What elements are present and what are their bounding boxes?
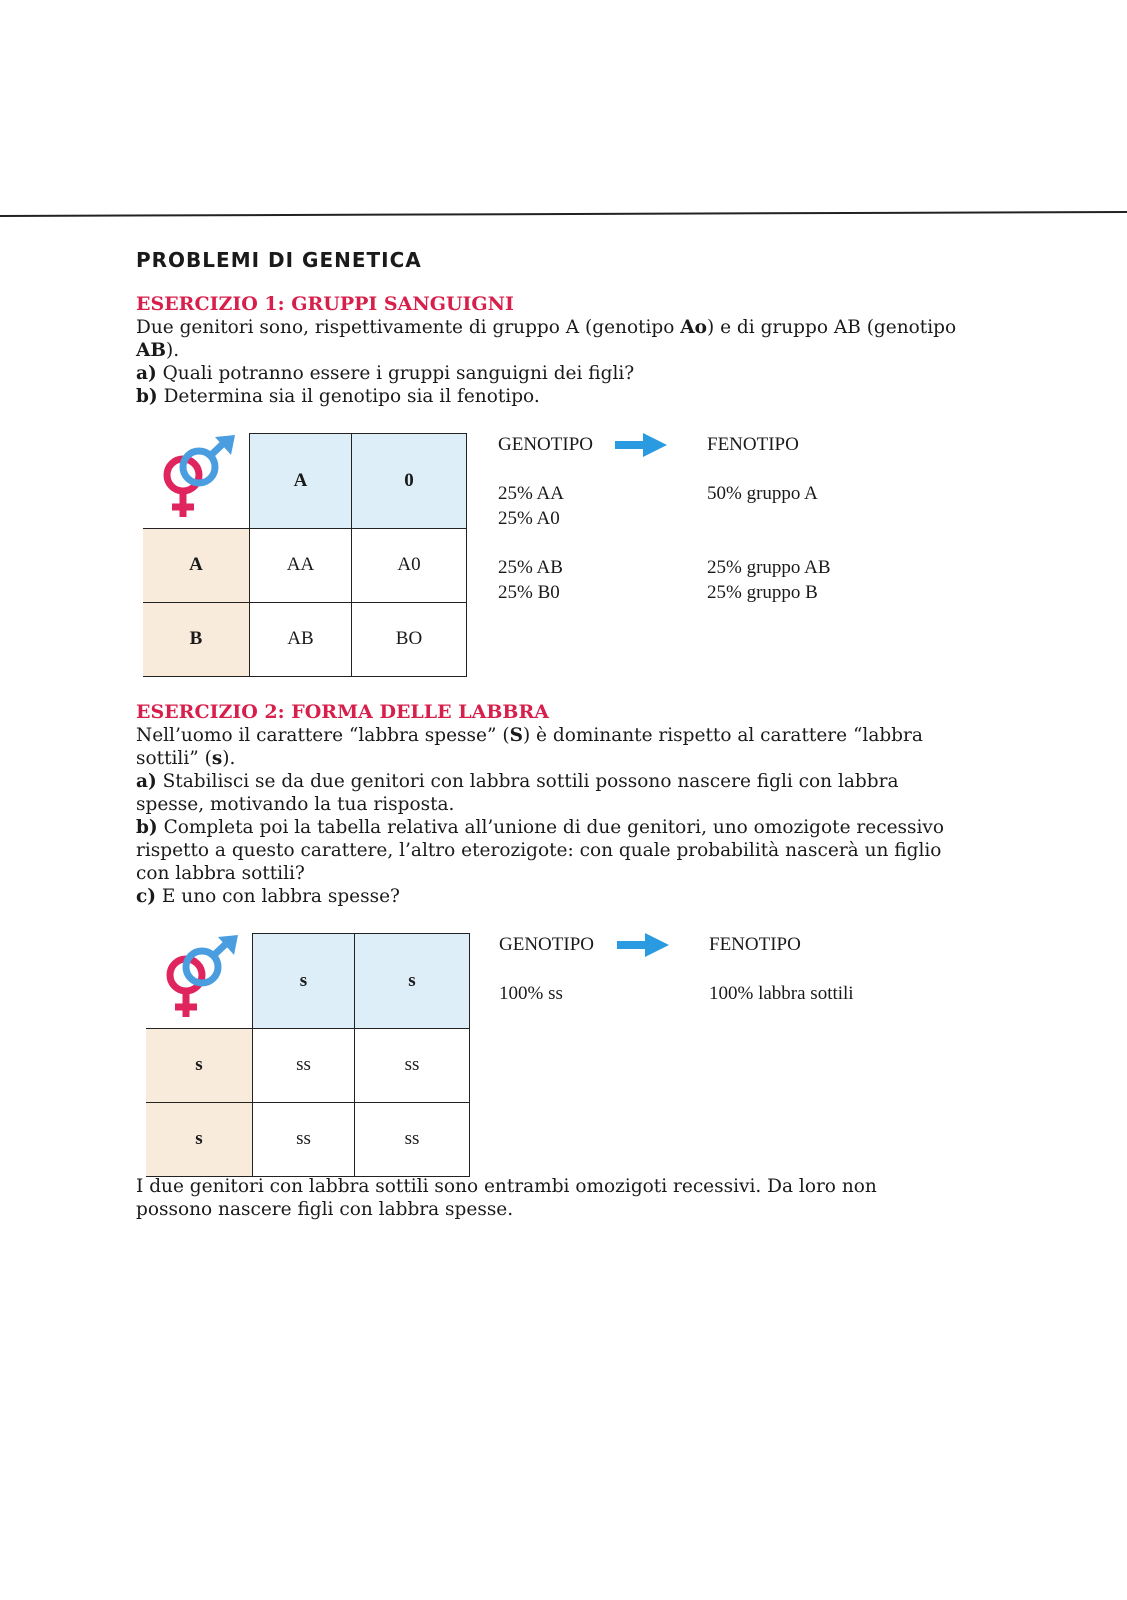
table-row — [143, 528, 467, 602]
exercise-2-text — [136, 701, 966, 908]
exercise-2-answer: I due genitori con labbra sottili sono entrambi omozigoti recessivi. Da loro non possono nascere figli con labbra spesse. — [136, 1176, 877, 1220]
row-header: A — [143, 528, 250, 602]
arrow-right-icon — [617, 933, 669, 957]
genotipo-item: 25% AB — [498, 557, 563, 578]
arrow-right-icon — [615, 433, 667, 457]
question-a: a) Stabilisci se da due genitori con labbra sottili possono nascere figli con labbra spesse, motivando la tua risposta. — [136, 771, 899, 815]
question-c: c) E uno con labbra spesse? — [136, 886, 400, 907]
question-a: a) Quali potranno essere i gruppi sanguigni dei figli? — [136, 363, 635, 384]
table-cell: AB — [250, 602, 352, 676]
question-b: b) Completa poi la tabella relativa all’unione di due genitori, uno omozigote recessivo rispetto a questo carattere, l’altro eterozigote: con quale probabilità nascerà un figlio con labbra sottili? — [136, 817, 945, 884]
genotipo-label: GENOTIPO — [498, 434, 593, 455]
fenotipo-item: 25% gruppo B — [707, 582, 818, 603]
gender-symbols-icon — [154, 935, 244, 1021]
table-cell: BO — [352, 602, 467, 676]
table-row — [146, 1102, 470, 1176]
genotipo-item: 25% A0 — [498, 508, 560, 529]
genotipo-item: 25% B0 — [498, 582, 560, 603]
punnett-square-1 — [143, 433, 467, 677]
table-cell: ss — [253, 1028, 355, 1102]
genotipo-item: 100% ss — [499, 983, 563, 1004]
column-header: 0 — [352, 434, 467, 529]
page-title: PROBLEMI DI GENETICA — [136, 248, 422, 272]
genotipo-label: GENOTIPO — [499, 934, 594, 955]
column-header: A — [250, 434, 352, 529]
fenotipo-item: 25% gruppo AB — [707, 557, 831, 578]
question-b: b) Determina sia il genotipo sia il fenotipo. — [136, 386, 540, 407]
table-row — [146, 1028, 470, 1102]
table-cell: ss — [253, 1102, 355, 1176]
exercise-1-intro: Due genitori sono, rispettivamente di gruppo A (genotipo Ao) e di gruppo AB (genotipo AB). — [136, 317, 957, 361]
fenotipo-label: FENOTIPO — [707, 434, 799, 455]
genotipo-item: 25% AA — [498, 483, 564, 504]
table-cell: AA — [250, 528, 352, 602]
punnett-square-2 — [146, 933, 470, 1177]
table-corner — [146, 934, 253, 1029]
column-header: s — [355, 934, 470, 1029]
fenotipo-item: 100% labbra sottili — [709, 983, 854, 1004]
fenotipo-item: 50% gruppo A — [707, 483, 818, 504]
exercise-2-heading: ESERCIZIO 2: FORMA DELLE LABBRA — [136, 701, 549, 723]
exercise-1-text — [136, 293, 966, 408]
horizontal-rule — [0, 211, 1127, 217]
fenotipo-label: FENOTIPO — [709, 934, 801, 955]
gender-symbols-icon — [151, 435, 241, 521]
row-header: B — [143, 602, 250, 676]
table-corner — [143, 434, 250, 529]
row-header: s — [146, 1028, 253, 1102]
row-header: s — [146, 1102, 253, 1176]
exercise-2-intro: Nell’uomo il carattere “labbra spesse” (S) è dominante rispetto al carattere “labbra sottili” (s). — [136, 725, 923, 769]
exercise-1-heading: ESERCIZIO 1: GRUPPI SANGUIGNI — [136, 293, 514, 315]
table-row — [143, 602, 467, 676]
table-cell: ss — [355, 1102, 470, 1176]
table-cell: A0 — [352, 528, 467, 602]
column-header: s — [253, 934, 355, 1029]
table-cell: ss — [355, 1028, 470, 1102]
